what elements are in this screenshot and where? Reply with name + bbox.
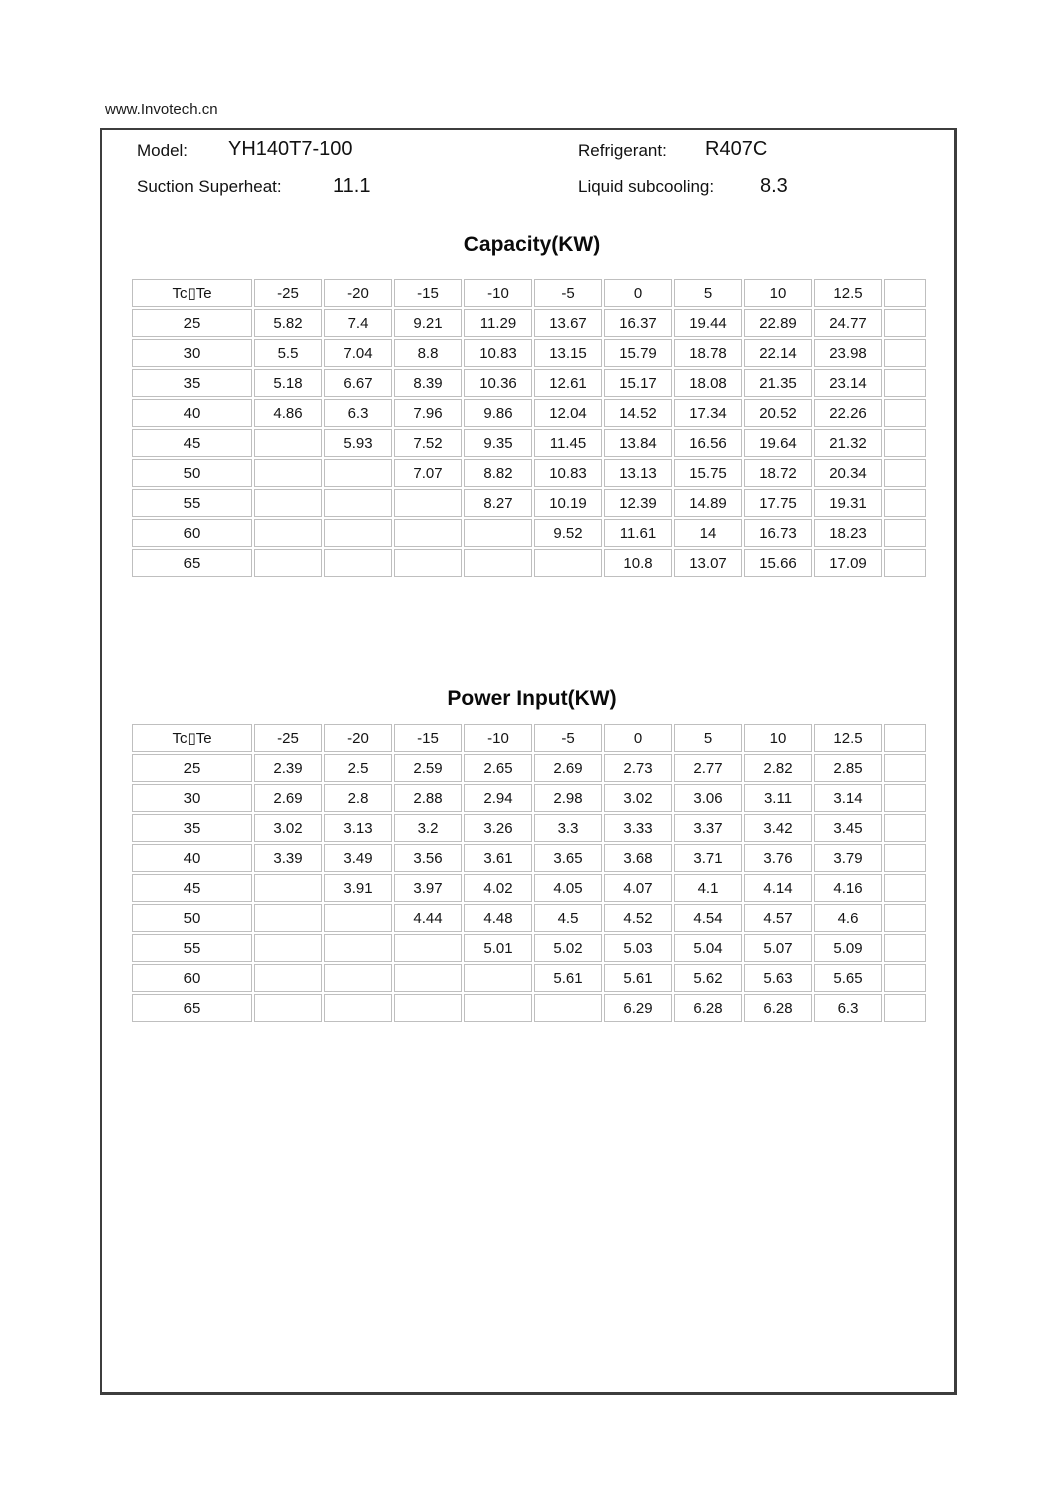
value-cell: 5.93 [324, 429, 392, 457]
value-cell: 3.39 [254, 844, 322, 872]
empty-col-cell [884, 309, 926, 337]
value-cell: 5.82 [254, 309, 322, 337]
empty-col-cell [884, 549, 926, 577]
value-cell: 2.39 [254, 754, 322, 782]
value-cell: 3.33 [604, 814, 672, 842]
value-cell: 6.28 [744, 994, 812, 1022]
datasheet-frame [100, 128, 957, 1395]
row-header-cell: 50 [132, 904, 252, 932]
row-header-cell: 25 [132, 754, 252, 782]
value-cell [534, 994, 602, 1022]
value-cell: 5.62 [674, 964, 742, 992]
value-cell: 20.34 [814, 459, 882, 487]
value-cell: 7.4 [324, 309, 392, 337]
value-cell: 4.52 [604, 904, 672, 932]
row-header-cell: 65 [132, 549, 252, 577]
value-cell: 4.16 [814, 874, 882, 902]
value-cell: 22.26 [814, 399, 882, 427]
empty-col-cell [884, 814, 926, 842]
empty-col-cell [884, 399, 926, 427]
row-header-cell: 35 [132, 369, 252, 397]
row-header-cell: 40 [132, 844, 252, 872]
value-cell: 5.63 [744, 964, 812, 992]
value-cell: 9.35 [464, 429, 532, 457]
value-cell: 2.98 [534, 784, 602, 812]
value-cell: 3.45 [814, 814, 882, 842]
value-cell [324, 904, 392, 932]
table-row [132, 934, 926, 962]
table-row [132, 904, 926, 932]
row-header-cell: 40 [132, 399, 252, 427]
value-cell: 18.08 [674, 369, 742, 397]
value-cell [324, 994, 392, 1022]
value-cell: 12.61 [534, 369, 602, 397]
value-cell: 13.13 [604, 459, 672, 487]
value-cell: 10.36 [464, 369, 532, 397]
value-cell: 5.01 [464, 934, 532, 962]
value-cell: 17.34 [674, 399, 742, 427]
value-cell: 8.82 [464, 459, 532, 487]
value-cell: 14 [674, 519, 742, 547]
value-cell [534, 549, 602, 577]
value-cell: 17.09 [814, 549, 882, 577]
value-cell: 22.89 [744, 309, 812, 337]
empty-col-cell [884, 724, 926, 752]
value-cell [254, 994, 322, 1022]
table-row [132, 429, 926, 457]
value-cell: 3.11 [744, 784, 812, 812]
value-cell: 19.31 [814, 489, 882, 517]
table-header-row [132, 724, 926, 752]
value-cell: 6.3 [324, 399, 392, 427]
value-cell: 23.14 [814, 369, 882, 397]
table-row [132, 459, 926, 487]
col-header-cell: 5 [674, 724, 742, 752]
col-header-cell: 0 [604, 279, 672, 307]
table-row [132, 369, 926, 397]
value-cell [254, 429, 322, 457]
value-cell: 3.2 [394, 814, 462, 842]
capacity-table-title: Capacity(KW) [463, 233, 601, 256]
value-cell: 5.18 [254, 369, 322, 397]
value-cell [464, 994, 532, 1022]
value-cell [464, 519, 532, 547]
row-header-cell: 30 [132, 784, 252, 812]
value-cell: 2.69 [534, 754, 602, 782]
value-cell: 4.6 [814, 904, 882, 932]
value-cell [254, 874, 322, 902]
value-cell: 16.73 [744, 519, 812, 547]
value-cell: 21.35 [744, 369, 812, 397]
value-cell: 2.94 [464, 784, 532, 812]
row-header-cell: 35 [132, 814, 252, 842]
row-header-cell: 25 [132, 309, 252, 337]
empty-col-cell [884, 904, 926, 932]
model-value: YH140T7-100 [228, 138, 353, 160]
value-cell [324, 934, 392, 962]
value-cell: 3.71 [674, 844, 742, 872]
value-cell: 2.73 [604, 754, 672, 782]
value-cell: 10.83 [464, 339, 532, 367]
table-row [132, 814, 926, 842]
value-cell: 5.04 [674, 934, 742, 962]
value-cell: 4.54 [674, 904, 742, 932]
value-cell: 3.13 [324, 814, 392, 842]
col-header-cell: 10 [744, 279, 812, 307]
value-cell: 4.05 [534, 874, 602, 902]
value-cell: 3.76 [744, 844, 812, 872]
empty-col-cell [884, 994, 926, 1022]
power-input-table [130, 722, 928, 1024]
table-row [132, 784, 926, 812]
value-cell: 3.26 [464, 814, 532, 842]
col-header-cell: 12.5 [814, 724, 882, 752]
table-row [132, 339, 926, 367]
value-cell: 9.86 [464, 399, 532, 427]
value-cell [254, 519, 322, 547]
empty-col-cell [884, 519, 926, 547]
value-cell: 7.52 [394, 429, 462, 457]
empty-col-cell [884, 279, 926, 307]
value-cell: 3.68 [604, 844, 672, 872]
value-cell: 4.48 [464, 904, 532, 932]
col-header-cell: -5 [534, 724, 602, 752]
row-header-cell: 30 [132, 339, 252, 367]
value-cell: 3.49 [324, 844, 392, 872]
value-cell: 11.61 [604, 519, 672, 547]
value-cell: 5.09 [814, 934, 882, 962]
table-row [132, 754, 926, 782]
value-cell: 3.37 [674, 814, 742, 842]
value-cell: 5.02 [534, 934, 602, 962]
value-cell [464, 964, 532, 992]
value-cell: 15.75 [674, 459, 742, 487]
value-cell: 5.5 [254, 339, 322, 367]
value-cell: 5.61 [534, 964, 602, 992]
value-cell: 19.44 [674, 309, 742, 337]
value-cell: 5.65 [814, 964, 882, 992]
value-cell: 13.67 [534, 309, 602, 337]
value-cell: 8.39 [394, 369, 462, 397]
value-cell: 4.1 [674, 874, 742, 902]
value-cell [254, 489, 322, 517]
table-row [132, 964, 926, 992]
value-cell: 10.8 [604, 549, 672, 577]
table-row [132, 874, 926, 902]
value-cell: 2.88 [394, 784, 462, 812]
value-cell: 9.52 [534, 519, 602, 547]
value-cell: 18.72 [744, 459, 812, 487]
value-cell: 6.67 [324, 369, 392, 397]
value-cell: 4.44 [394, 904, 462, 932]
value-cell: 3.42 [744, 814, 812, 842]
value-cell: 2.82 [744, 754, 812, 782]
value-cell: 4.07 [604, 874, 672, 902]
table-header-row [132, 279, 926, 307]
value-cell: 8.27 [464, 489, 532, 517]
value-cell: 2.65 [464, 754, 532, 782]
value-cell: 3.14 [814, 784, 882, 812]
value-cell: 16.37 [604, 309, 672, 337]
refrigerant-label: Refrigerant: [578, 141, 667, 160]
row-header-cell: 60 [132, 519, 252, 547]
table-row [132, 994, 926, 1022]
value-cell: 11.45 [534, 429, 602, 457]
value-cell: 20.52 [744, 399, 812, 427]
empty-col-cell [884, 874, 926, 902]
row-header-cell: 50 [132, 459, 252, 487]
capacity-table [130, 277, 928, 579]
value-cell: 3.97 [394, 874, 462, 902]
empty-col-cell [884, 429, 926, 457]
row-header-cell: 65 [132, 994, 252, 1022]
value-cell: 12.04 [534, 399, 602, 427]
table-row [132, 309, 926, 337]
value-cell [394, 964, 462, 992]
value-cell: 13.07 [674, 549, 742, 577]
value-cell: 10.19 [534, 489, 602, 517]
value-cell: 15.17 [604, 369, 672, 397]
col-header-cell: -10 [464, 724, 532, 752]
value-cell: 15.66 [744, 549, 812, 577]
value-cell: 3.02 [604, 784, 672, 812]
liquid-subcooling-value: 8.3 [760, 175, 788, 197]
value-cell [254, 904, 322, 932]
value-cell [394, 549, 462, 577]
value-cell [254, 934, 322, 962]
value-cell [394, 489, 462, 517]
col-header-cell: 5 [674, 279, 742, 307]
value-cell: 13.84 [604, 429, 672, 457]
empty-col-cell [884, 459, 926, 487]
table-row [132, 399, 926, 427]
empty-col-cell [884, 844, 926, 872]
value-cell [394, 934, 462, 962]
table-row [132, 489, 926, 517]
value-cell: 6.3 [814, 994, 882, 1022]
table-row [132, 519, 926, 547]
value-cell: 5.03 [604, 934, 672, 962]
col-header-cell: -5 [534, 279, 602, 307]
value-cell: 7.96 [394, 399, 462, 427]
value-cell: 15.79 [604, 339, 672, 367]
empty-col-cell [884, 369, 926, 397]
value-cell [324, 459, 392, 487]
value-cell [464, 549, 532, 577]
col-header-cell: -10 [464, 279, 532, 307]
value-cell: 14.89 [674, 489, 742, 517]
value-cell: 16.56 [674, 429, 742, 457]
value-cell: 2.77 [674, 754, 742, 782]
table-row [132, 844, 926, 872]
value-cell: 2.5 [324, 754, 392, 782]
value-cell: 21.32 [814, 429, 882, 457]
value-cell [254, 459, 322, 487]
table-row [132, 549, 926, 577]
suction-superheat-value: 11.1 [333, 175, 371, 197]
value-cell [254, 964, 322, 992]
value-cell: 5.61 [604, 964, 672, 992]
value-cell: 7.07 [394, 459, 462, 487]
website-url-text: www.Invotech.cn [105, 101, 218, 118]
value-cell: 2.59 [394, 754, 462, 782]
value-cell: 2.85 [814, 754, 882, 782]
value-cell: 6.29 [604, 994, 672, 1022]
value-cell: 14.52 [604, 399, 672, 427]
value-cell: 4.57 [744, 904, 812, 932]
value-cell: 3.61 [464, 844, 532, 872]
col-header-cell: -20 [324, 279, 392, 307]
value-cell: 19.64 [744, 429, 812, 457]
row-header-cell: 55 [132, 934, 252, 962]
value-cell: 7.04 [324, 339, 392, 367]
empty-col-cell [884, 489, 926, 517]
value-cell [324, 549, 392, 577]
value-cell [324, 489, 392, 517]
power-input-table-title: Power Input(KW) [447, 687, 617, 710]
value-cell: 22.14 [744, 339, 812, 367]
model-label: Model: [137, 141, 189, 160]
value-cell: 17.75 [744, 489, 812, 517]
liquid-subcooling-label: Liquid subcooling: [578, 177, 715, 196]
value-cell [394, 994, 462, 1022]
col-header-cell: 12.5 [814, 279, 882, 307]
empty-col-cell [884, 339, 926, 367]
row-header-cell: 55 [132, 489, 252, 517]
col-header-cell: -20 [324, 724, 392, 752]
col-header-cell: -15 [394, 724, 462, 752]
empty-col-cell [884, 934, 926, 962]
value-cell: 18.78 [674, 339, 742, 367]
value-cell: 3.02 [254, 814, 322, 842]
col-header-cell: -25 [254, 724, 322, 752]
value-cell [394, 519, 462, 547]
value-cell: 3.06 [674, 784, 742, 812]
value-cell: 3.79 [814, 844, 882, 872]
value-cell: 3.3 [534, 814, 602, 842]
value-cell: 6.28 [674, 994, 742, 1022]
row-header-cell: 45 [132, 874, 252, 902]
corner-header-cell: Tc▯Te [132, 279, 252, 307]
value-cell: 23.98 [814, 339, 882, 367]
value-cell [254, 549, 322, 577]
value-cell [324, 519, 392, 547]
value-cell: 4.86 [254, 399, 322, 427]
empty-col-cell [884, 754, 926, 782]
empty-col-cell [884, 784, 926, 812]
suction-superheat-label: Suction Superheat: [137, 177, 282, 196]
value-cell: 3.65 [534, 844, 602, 872]
value-cell: 10.83 [534, 459, 602, 487]
refrigerant-value: R407C [705, 138, 768, 160]
value-cell: 2.8 [324, 784, 392, 812]
value-cell: 11.29 [464, 309, 532, 337]
row-header-cell: 60 [132, 964, 252, 992]
value-cell: 9.21 [394, 309, 462, 337]
value-cell: 3.56 [394, 844, 462, 872]
value-cell: 8.8 [394, 339, 462, 367]
value-cell: 4.02 [464, 874, 532, 902]
col-header-cell: 0 [604, 724, 672, 752]
value-cell: 5.07 [744, 934, 812, 962]
value-cell: 4.5 [534, 904, 602, 932]
col-header-cell: -25 [254, 279, 322, 307]
empty-col-cell [884, 964, 926, 992]
value-cell [324, 964, 392, 992]
value-cell: 4.14 [744, 874, 812, 902]
value-cell: 24.77 [814, 309, 882, 337]
value-cell: 3.91 [324, 874, 392, 902]
value-cell: 13.15 [534, 339, 602, 367]
row-header-cell: 45 [132, 429, 252, 457]
corner-header-cell: Tc▯Te [132, 724, 252, 752]
col-header-cell: 10 [744, 724, 812, 752]
value-cell: 18.23 [814, 519, 882, 547]
col-header-cell: -15 [394, 279, 462, 307]
value-cell: 12.39 [604, 489, 672, 517]
value-cell: 2.69 [254, 784, 322, 812]
